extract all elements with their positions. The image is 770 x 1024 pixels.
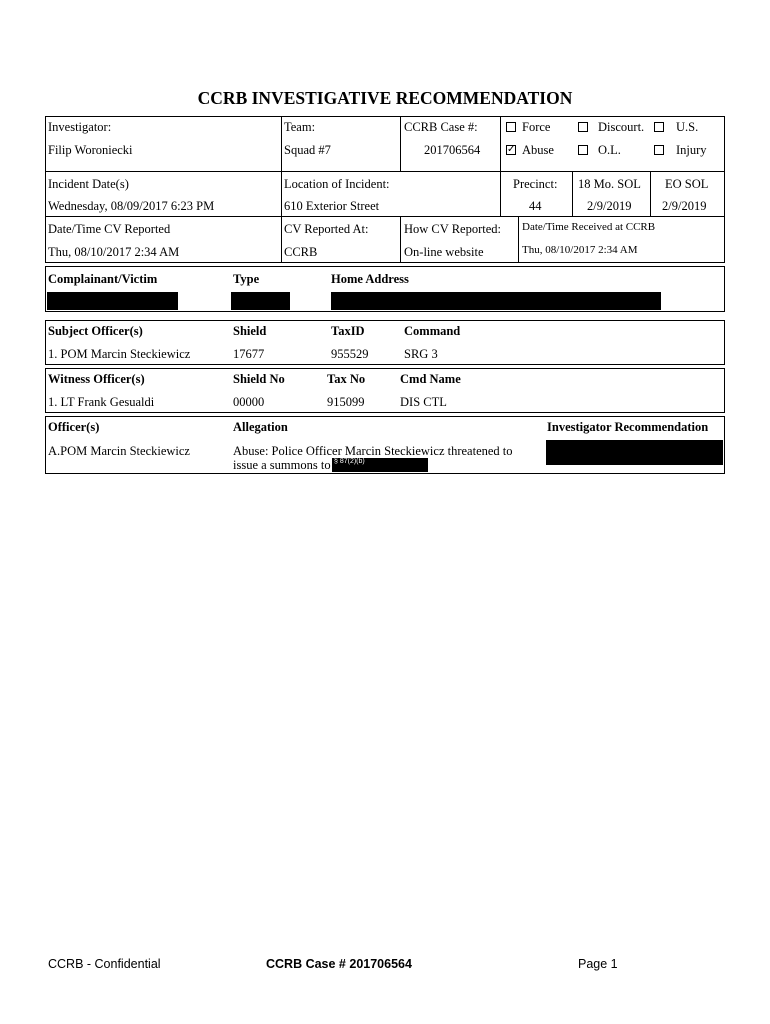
discourt-checkbox[interactable] (578, 122, 588, 132)
precinct-label: Precinct: (513, 177, 558, 191)
sol18-label: 18 Mo. SOL (578, 177, 641, 191)
sol18-value: 2/9/2019 (587, 199, 632, 213)
received-label: Date/Time Received at CCRB (522, 221, 656, 233)
team-label: Team: (284, 120, 316, 134)
witness-officer-taxno: 915099 (327, 395, 365, 409)
complainant-header: Complainant/Victim (48, 272, 158, 286)
injury-label: Injury (676, 143, 707, 157)
witness-header-cmdname: Cmd Name (400, 372, 461, 386)
footer-page-number: Page 1 (578, 957, 618, 971)
eosol-value: 2/9/2019 (662, 199, 707, 213)
how-value: On-line website (404, 245, 484, 259)
redaction-allegation (332, 458, 428, 472)
footer-case-number: CCRB Case # 201706564 (266, 957, 412, 971)
redaction-address (331, 292, 661, 310)
cv-at-value: CCRB (284, 245, 318, 259)
cv-reported-value: Thu, 08/10/2017 2:34 AM (48, 245, 180, 259)
witness-header-officer: Witness Officer(s) (48, 372, 145, 386)
subject-header-shield: Shield (233, 324, 267, 338)
abuse-checkbox[interactable]: ✓ (507, 144, 516, 155)
discourt-label: Discourt. (598, 120, 645, 134)
type-header: Type (233, 272, 260, 286)
incident-date-label: Incident Date(s) (48, 177, 129, 191)
us-checkbox[interactable] (654, 122, 664, 132)
subject-header-taxid: TaxID (331, 324, 365, 338)
cv-reported-label: Date/Time CV Reported (48, 222, 171, 236)
team-value: Squad #7 (284, 143, 331, 157)
redaction-tag: § 87(2)(b) (334, 458, 365, 465)
abuse-label: Abuse (522, 143, 554, 157)
recommendation-header: Investigator Recommendation (547, 420, 709, 434)
injury-checkbox[interactable] (654, 145, 664, 155)
witness-header-taxno: Tax No (327, 372, 366, 386)
witness-officer-shield: 00000 (233, 395, 265, 409)
location-value: 610 Exterior Street (284, 199, 380, 213)
page-title: CCRB INVESTIGATIVE RECOMMENDATION (197, 88, 573, 108)
case-label: CCRB Case #: (404, 120, 478, 134)
subject-officer-taxid: 955529 (331, 347, 369, 361)
subject-officer-command: SRG 3 (404, 347, 438, 361)
footer-confidential: CCRB - Confidential (48, 957, 161, 971)
witness-officer-name: 1. LT Frank Gesualdi (48, 395, 155, 409)
force-checkbox[interactable] (506, 122, 516, 132)
subject-header-officer: Subject Officer(s) (48, 324, 143, 338)
investigator-label: Investigator: (48, 120, 112, 134)
eosol-label: EO SOL (665, 177, 709, 191)
case-number: 201706564 (424, 143, 481, 157)
allegation-header: Allegation (233, 420, 288, 434)
location-label: Location of Incident: (284, 177, 390, 191)
redaction-recommendation (546, 440, 723, 465)
ol-label: O.L. (598, 143, 621, 157)
subject-header-command: Command (404, 324, 461, 338)
allegation-text-line2: issue a summons to (233, 458, 331, 472)
redaction-complainant (47, 292, 178, 310)
ol-checkbox[interactable] (578, 145, 588, 155)
subject-officer-name: 1. POM Marcin Steckiewicz (48, 347, 191, 361)
how-label: How CV Reported: (404, 222, 501, 236)
investigator-name: Filip Woroniecki (48, 143, 133, 157)
witness-header-shield: Shield No (233, 372, 285, 386)
witness-officer-cmdname: DIS CTL (400, 395, 447, 409)
incident-date: Wednesday, 08/09/2017 6:23 PM (48, 199, 215, 213)
allegation-officers-header: Officer(s) (48, 420, 100, 434)
redaction-type (231, 292, 290, 310)
force-label: Force (522, 120, 551, 134)
address-header: Home Address (331, 272, 409, 286)
received-value: Thu, 08/10/2017 2:34 AM (522, 244, 638, 256)
allegation-officer: A.POM Marcin Steckiewicz (48, 444, 190, 458)
us-label: U.S. (676, 120, 699, 134)
cv-at-label: CV Reported At: (284, 222, 369, 236)
allegation-text-line1: Abuse: Police Officer Marcin Steckiewicz threatened to (233, 444, 513, 458)
subject-officer-shield: 17677 (233, 347, 265, 361)
precinct-value: 44 (529, 199, 542, 213)
